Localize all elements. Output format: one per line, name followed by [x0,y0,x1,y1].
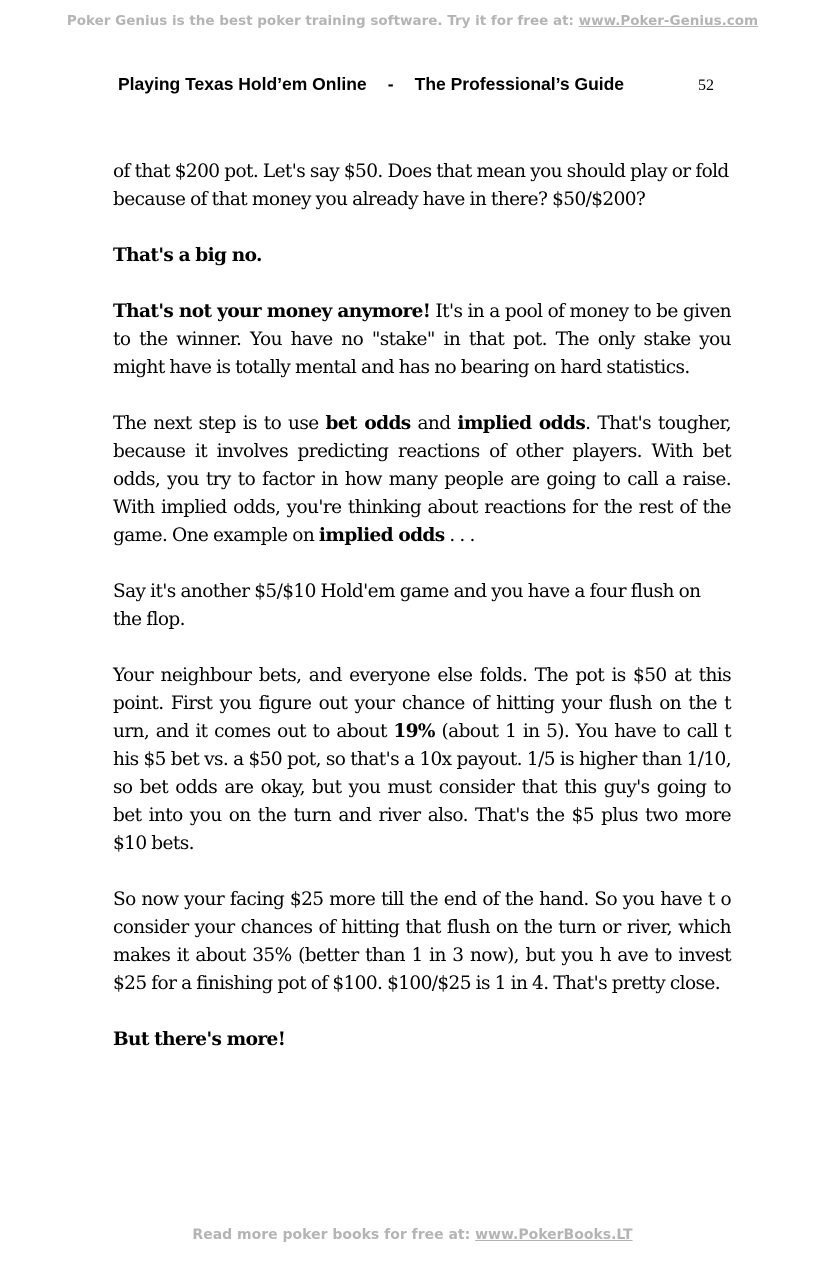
paragraph-2 [113,242,731,270]
paragraph-6-text-a: Your neighbour bets, and everyone else folds. The pot is $50 at this point. First you figure out your chance of hitting your flush on the t urn, and it comes out to about [113,665,731,742]
paragraph-4-text-d: . That's tougher, because it involves predicting reactions of other players. With bet odds, you try to factor in how many people are going to call a raise. With implied odds, you're thinking about reactions for the rest of the game. One example on [113,413,731,546]
bold-term-implied-odds-2: implied odds [318,525,445,546]
header-title-left: Playing Texas Hold’em Online [118,74,367,94]
paragraph-8 [113,1026,731,1054]
top-promo-banner [0,13,825,29]
poker-genius-link[interactable]: www.Poker-Genius.com [578,13,759,29]
page-number: 52 [698,77,714,94]
header-separator: - [387,74,394,94]
bold-closing: But there's more! [113,1029,286,1050]
bold-lead: That's not your money anymore! [113,301,431,322]
top-promo-text: Poker Genius is the best poker training software. Try it for free at: [66,13,579,29]
bold-statement: That's a big no. [113,245,262,266]
paragraph-4-text-e: . . . [444,525,475,546]
bold-term-bet-odds: bet odds [325,413,411,434]
running-header [118,74,624,95]
paragraph-4-text-c: and [410,413,458,434]
paragraph-4-text-a: The next step is to use [113,413,326,434]
paragraph-6 [113,662,731,858]
bottom-promo-banner [0,1227,825,1243]
paragraph-7: So now your facing $25 more till the end of the hand. So you have t o consider your chances of hitting that flush on the turn or river, which makes it about 35% (better than 1 in 3 now), but you h ave to invest $25 for a finishing pot of $100. $100/$25 is 1 in 4. That's pretty close. [113,889,731,994]
header-title-right: The Professional’s Guide [414,74,625,94]
page-body [113,158,731,1082]
bottom-promo-text: Read more poker books for free at: [192,1227,476,1243]
paragraph-1: of that $200 pot. Let's say $50. Does that mean you should play or fold because of that money you already have in there? $50/$200? [113,161,729,210]
paragraph-4 [113,410,731,550]
pokerbooks-link[interactable]: www.PokerBooks.LT [475,1227,633,1243]
bold-percentage: 19% [393,721,435,742]
paragraph-3 [113,298,731,382]
paragraph-3-text: It's in a pool of money to be given to the winner. You have no "stake" in that pot. The only stake you might have is totally mental and has no bearing on hard statistics. [113,301,731,378]
paragraph-6-text-c: (about 1 in 5). You have to call t his $5 bet vs. a $50 pot, so that's a 10x payout. 1/5 is higher than 1/10, so bet odds are okay, but you must consider that this guy's going to bet into you on the turn and river also. That's the $5 plus two more $10 bets. [113,721,731,854]
bold-term-implied-odds: implied odds [457,413,586,434]
paragraph-5: Say it's another $5/$10 Hold'em game and you have a four flush on the flop. [113,581,701,630]
